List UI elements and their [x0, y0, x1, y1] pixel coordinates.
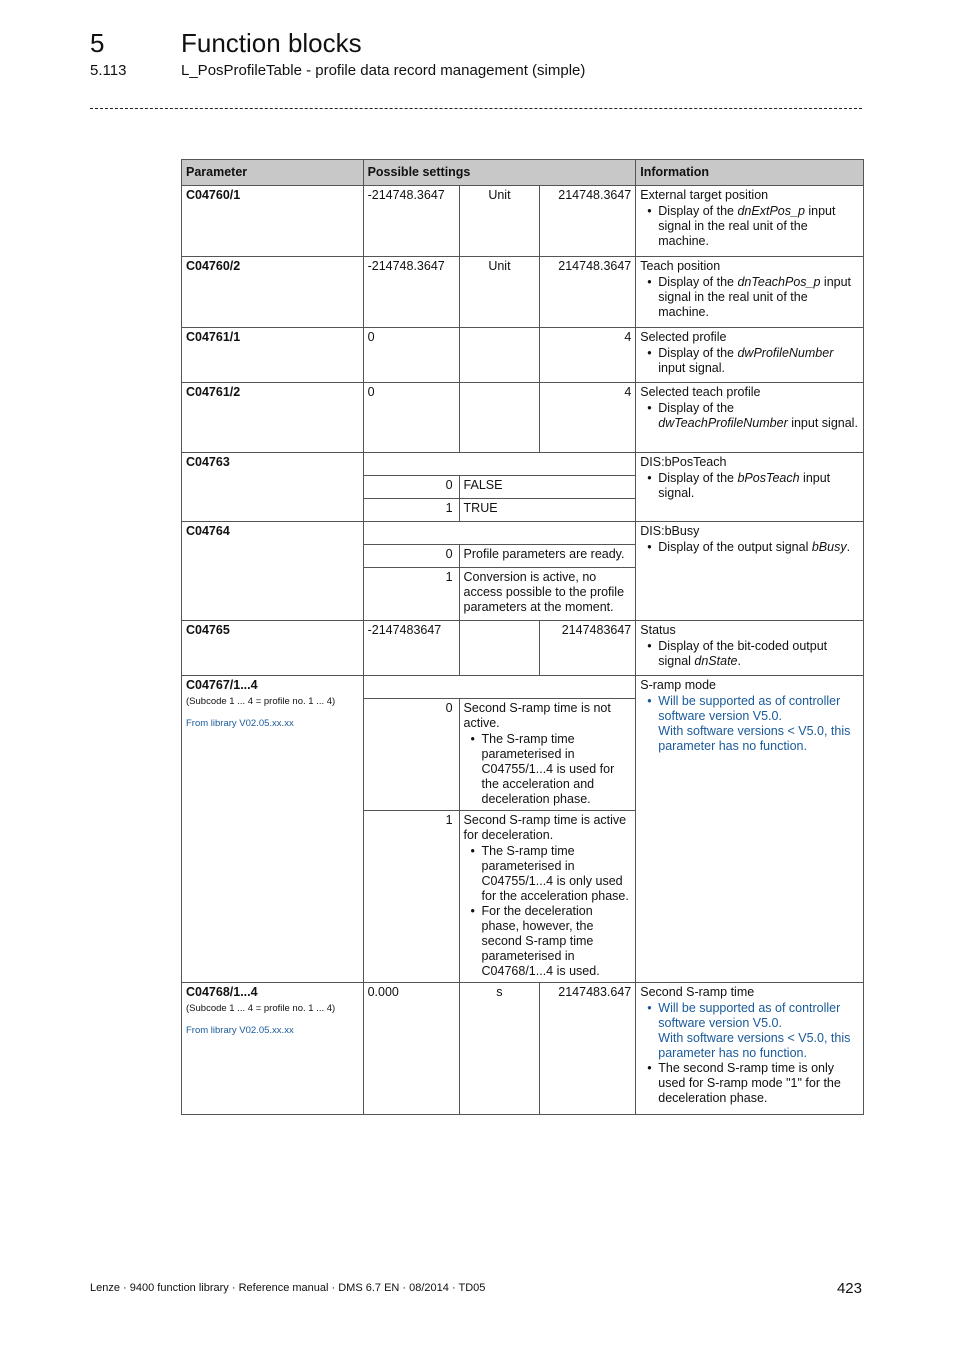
info-title: DIS:bPosTeach [640, 455, 727, 469]
param-info [636, 983, 864, 1115]
param-info [636, 453, 864, 522]
param-name: C04765 [182, 621, 364, 676]
info-bullet: • Display of the dwTeachProfileNumber input signal. [658, 401, 859, 431]
page-number: 423 [836, 1280, 862, 1297]
table-row [182, 186, 864, 257]
library-note: From library V02.05.xx.xx [186, 718, 294, 729]
info-title: Second S-ramp time [640, 985, 755, 999]
option-text: FALSE [459, 476, 636, 499]
table-row [182, 621, 864, 676]
setting-min: 0 [363, 328, 459, 383]
settings-spacer [363, 522, 636, 545]
option-text: Profile parameters are ready. [459, 545, 636, 568]
info-bullet: • Display of the dnExtPos_p input signal in the real unit of the machine. [658, 204, 859, 249]
option-value: 1 [363, 568, 459, 621]
setting-unit: Unit [459, 257, 540, 328]
info-bullet: • Display of the bPosTeach input signal. [658, 471, 859, 501]
info-bullet: • Display of the dwProfileNumber input signal. [658, 346, 859, 376]
parameter-table [181, 159, 864, 1115]
option-value: 0 [363, 476, 459, 499]
table-row [182, 328, 864, 383]
setting-min: 0.000 [363, 983, 459, 1115]
setting-min: -214748.3647 [363, 257, 459, 328]
header-possible-settings: Possible settings [363, 160, 636, 186]
info-bullet: • Display of the dnTeachPos_p input signal in the real unit of the machine. [658, 275, 859, 320]
info-title: S-ramp mode [640, 678, 716, 692]
option-text: Conversion is active, no access possible to the profile parameters at the moment. [459, 568, 636, 621]
setting-unit [459, 383, 540, 453]
setting-min: 0 [363, 383, 459, 453]
param-info [636, 186, 864, 257]
setting-unit: s [459, 983, 540, 1115]
param-name: C04767/1...4 [186, 678, 258, 692]
setting-max: 2147483647 [540, 621, 636, 676]
setting-unit: Unit [459, 186, 540, 257]
param-name: C04760/1 [182, 186, 364, 257]
setting-unit [459, 621, 540, 676]
param-name-cell [182, 983, 364, 1115]
table-row [182, 676, 864, 699]
table-row [182, 383, 864, 453]
table-header-row [182, 160, 864, 186]
option-text: TRUE [459, 499, 636, 522]
table-row [182, 257, 864, 328]
setting-min: -2147483647 [363, 621, 459, 676]
param-info [636, 328, 864, 383]
option-bullet: • For the deceleration phase, however, the second S-ramp time parameterised in C04768/1...4 is used. [482, 904, 632, 979]
setting-max: 214748.3647 [540, 186, 636, 257]
subcode-note: (Subcode 1 ... 4 = profile no. 1 ... 4) [186, 1003, 336, 1014]
option-bullet: • The S-ramp time parameterised in C04755/1...4 is only used for the acceleration phase. [482, 844, 632, 904]
info-bullet: • Will be supported as of controller software version V5.0. With software versions < V5.0, this parameter has no function. [658, 1001, 859, 1061]
param-info [636, 621, 864, 676]
table-row [182, 983, 864, 1115]
option-value: 1 [363, 499, 459, 522]
option-value: 1 [363, 811, 459, 983]
library-note: From library V02.05.xx.xx [186, 1025, 294, 1036]
section-number: 5.113 [90, 62, 127, 79]
option-value: 0 [363, 699, 459, 811]
param-name: C04761/1 [182, 328, 364, 383]
param-info [636, 383, 864, 453]
section-title: L_PosProfileTable - profile data record management (simple) [181, 62, 586, 79]
setting-min: -214748.3647 [363, 186, 459, 257]
info-title: Teach position [640, 259, 721, 273]
chapter-title: Function blocks [181, 28, 362, 58]
param-name: C04768/1...4 [186, 985, 258, 999]
table-row [182, 522, 864, 545]
subcode-note: (Subcode 1 ... 4 = profile no. 1 ... 4) [186, 696, 336, 707]
info-title: Status [640, 623, 676, 637]
setting-unit [459, 328, 540, 383]
info-bullet: • Display of the bit-coded output signal dnState. [658, 639, 859, 669]
setting-max: 214748.3647 [540, 257, 636, 328]
param-name: C04763 [182, 453, 364, 522]
info-title: External target position [640, 188, 769, 202]
setting-max: 4 [540, 328, 636, 383]
info-bullet: • Will be supported as of controller software version V5.0. With software versions < V5.0, this parameter has no function. [658, 694, 859, 754]
table-row [182, 453, 864, 476]
header-information: Information [636, 160, 864, 186]
setting-max: 4 [540, 383, 636, 453]
settings-spacer [363, 453, 636, 476]
chapter-number: 5 [90, 28, 105, 58]
param-name: C04764 [182, 522, 364, 621]
option-text: Second S-ramp time is active for deceleration. • The S-ramp time parameterised in C04755/1...4 is only used for the acceleration phase. • For the deceleration phase, however, the second S-ramp time parameterised in C04768/1...4 is used. [459, 811, 636, 983]
footer-text: Lenze · 9400 function library · Reference manual · DMS 6.7 EN · 08/2014 · TD05 [90, 1282, 486, 1294]
param-info [636, 676, 864, 983]
info-title: Selected teach profile [640, 385, 761, 399]
param-name: C04761/2 [182, 383, 364, 453]
header-parameter: Parameter [182, 160, 364, 186]
option-text: Second S-ramp time is not active. • The S-ramp time parameterised in C04755/1...4 is used for the acceleration and deceleration phase. [459, 699, 636, 811]
info-title: Selected profile [640, 330, 727, 344]
settings-spacer [363, 676, 636, 699]
info-bullet: • Display of the output signal bBusy. [658, 540, 859, 555]
option-value: 0 [363, 545, 459, 568]
param-info [636, 522, 864, 621]
param-name-cell [182, 676, 364, 983]
param-info [636, 257, 864, 328]
param-name: C04760/2 [182, 257, 364, 328]
setting-max: 2147483.647 [540, 983, 636, 1115]
option-bullet: • The S-ramp time parameterised in C04755/1...4 is used for the acceleration and deceleration phase. [482, 732, 632, 807]
info-bullet: • The second S-ramp time is only used for S-ramp mode "1" for the deceleration phase. [658, 1061, 859, 1106]
header-divider [90, 108, 862, 109]
info-title: DIS:bBusy [640, 524, 700, 538]
